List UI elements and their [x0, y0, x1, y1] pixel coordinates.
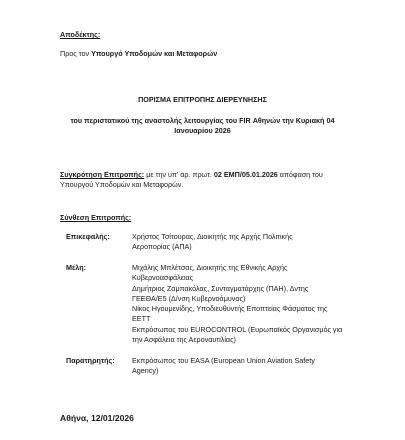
constitution-text-b: απόφαση του — [277, 170, 323, 179]
head-line-2: Αεροπορίας (ΑΠΑ) — [132, 242, 192, 251]
observer-label: Παρατηρητής: — [66, 356, 115, 365]
constitution-ref: 02 ΕΜΠ/05.01.2026 — [213, 170, 278, 179]
constitution-label: Συγκρότηση Επιτροπής: — [60, 170, 145, 179]
member-line: την Ασφάλεια της Αεροναυτιλίας) — [132, 335, 236, 344]
member-line: Μιχάλης Μπλέτσας, Διοικητής της Εθνικής Αρχής — [132, 263, 288, 272]
head-line-1: Χρήστος Τσίτουρας, Διοικητής της Αρχής Πολιτικής — [132, 232, 293, 241]
constitution-text-a: με την υπ' αρ. πρωτ. — [144, 170, 214, 179]
observer-line-1: Εκπρόσωπος του EASA (European Union Aviation Safety — [132, 356, 315, 365]
recipient-prefix: Προς τον — [60, 49, 92, 58]
member-line: Δημήτριος Ζαμπακόλας, Συνταγματάρχης (ΠΑΗ), Δντης — [132, 284, 309, 293]
head-label: Επικεφαλής: — [66, 232, 110, 241]
document-subtitle-line-1: του περιστατικού της αναστολής λειτουργίας του FIR Αθηνών την Κυριακή 04 — [70, 116, 335, 125]
member-line: Εκπρόσωπος του EUROCONTROL (Ευρωπαϊκός Οργανισμός για — [132, 325, 343, 334]
constitution-line-2: Υπουργού Υποδομών και Μεταφορών. — [60, 180, 184, 189]
observer-line-2: Agency) — [132, 366, 159, 375]
document-subtitle-line-2: Ιανουαρίου 2026 — [174, 126, 231, 135]
place-date: Αθήνα, 12/01/2026 — [60, 413, 134, 423]
member-line: Νίκος Ηγουμενίδης, Υποδιευθυντής Εποπτείας Φάσματος της — [132, 304, 328, 313]
recipient-name: Υπουργό Υποδομών και Μεταφορών — [91, 49, 218, 58]
member-line: Κυβερνοασφάλειας — [132, 273, 194, 282]
recipient-label: Αποδέκτης: — [60, 30, 101, 39]
members-label: Μέλη: — [66, 263, 87, 272]
composition-label: Σύνθεση Επιτροπής: — [60, 213, 132, 222]
recipient-line — [60, 49, 217, 59]
document-heading: ΠΟΡΙΣΜΑ ΕΠΙΤΡΟΠΗΣ ΔΙΕΡΕΥΝΗΣΗΣ — [138, 95, 267, 104]
member-line: ΓΕΕΘΑ/Ε5 (Δ/νση Κυβερνοάμυνας) — [132, 294, 246, 303]
constitution-line-1 — [60, 170, 323, 180]
member-line: ΕΕΤΤ — [132, 314, 151, 323]
